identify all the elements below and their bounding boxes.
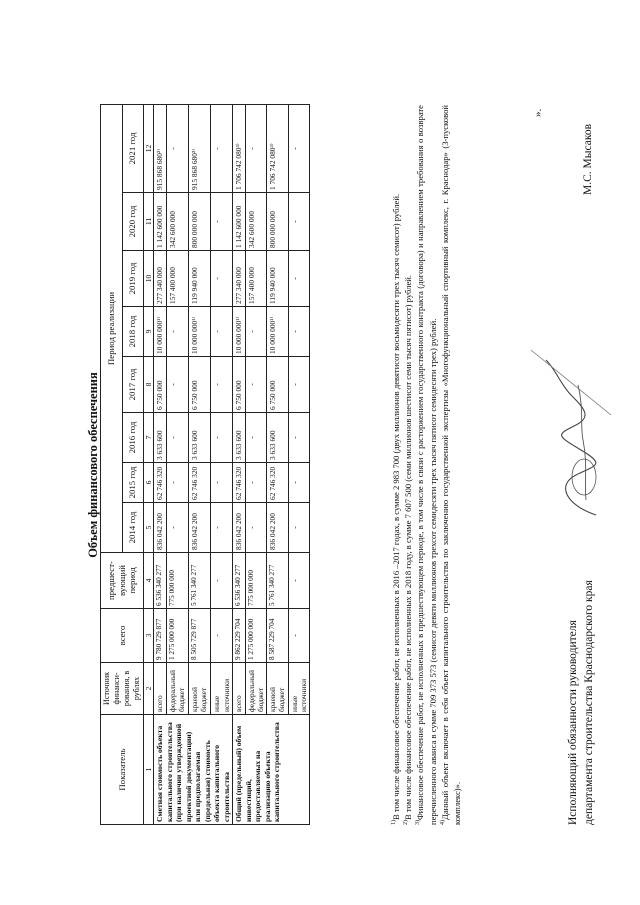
footnote-text: Данный объект включает в себя объект капитального строительства по заключению государственной экспертизы «Многофункциональный спортивный комплекс, г. Краснодар» (3-пусковой комплекс)». bbox=[439, 105, 463, 825]
year-cell: 157 400 000 bbox=[245, 251, 267, 307]
column-number: 2 bbox=[144, 663, 154, 715]
footnote-mark: 2) bbox=[403, 820, 410, 825]
column-number: 3 bbox=[144, 609, 154, 663]
year-cell: 10 000 000¹⁾ bbox=[267, 307, 289, 357]
year-cell: 3 633 600 bbox=[189, 413, 211, 463]
header-prior-period: предшест-вующий период bbox=[101, 553, 144, 609]
year-cell: - bbox=[245, 307, 267, 357]
header-period: Период реализации bbox=[101, 104, 123, 552]
source-cell: федеральный бюджет bbox=[167, 663, 189, 715]
footnote bbox=[402, 105, 414, 825]
year-cell: 836 042 200 bbox=[267, 503, 289, 553]
header-year: 2015 год bbox=[122, 463, 144, 503]
footnotes bbox=[390, 105, 463, 825]
year-cell: - bbox=[288, 251, 310, 307]
year-cell: 836 042 200 bbox=[233, 503, 245, 553]
year-cell: - bbox=[167, 357, 189, 413]
footnote-mark: 4) bbox=[439, 820, 446, 825]
footnote-mark: 3) bbox=[415, 820, 422, 825]
year-cell: 836 042 200 bbox=[189, 503, 211, 553]
year-cell: - bbox=[245, 104, 267, 192]
column-number: 7 bbox=[144, 413, 154, 463]
year-cell: 119 940 000 bbox=[267, 251, 289, 307]
year-cell: - bbox=[167, 503, 189, 553]
year-cell: - bbox=[288, 463, 310, 503]
column-number: 12 bbox=[144, 104, 154, 192]
year-cell: - bbox=[288, 413, 310, 463]
year-cell: 62 746 320 bbox=[189, 463, 211, 503]
total-cell: 8 505 729 877 bbox=[189, 609, 211, 663]
year-cell: 10 000 000¹⁾ bbox=[154, 307, 167, 357]
prior-cell: 6 536 340 277 bbox=[154, 553, 167, 609]
column-number: 9 bbox=[144, 307, 154, 357]
year-cell: - bbox=[245, 503, 267, 553]
year-cell: - bbox=[211, 357, 233, 413]
year-cell: 915 868 680²⁾ bbox=[154, 104, 167, 192]
year-cell: 800 000 000 bbox=[189, 193, 211, 251]
source-cell: иные источники bbox=[211, 663, 233, 715]
header-year: 2020 год bbox=[122, 193, 144, 251]
header-year: 2017 год bbox=[122, 357, 144, 413]
position-line: департамента строительства Краснодарского края bbox=[582, 580, 595, 825]
year-cell: 277 340 000 bbox=[233, 251, 245, 307]
year-cell: - bbox=[167, 413, 189, 463]
year-cell: - bbox=[211, 463, 233, 503]
total-cell: 9 780 729 877 bbox=[154, 609, 167, 663]
indicator-cell: Общий (предельный) объем инвестиций, предоставляемых на реализацию объекта капитального строительства bbox=[233, 715, 310, 825]
source-cell: всего bbox=[233, 663, 245, 715]
prior-cell: 5 761 340 277 bbox=[267, 553, 289, 609]
year-cell: 119 940 000 bbox=[189, 251, 211, 307]
year-cell: 3 633 600 bbox=[267, 413, 289, 463]
year-cell: - bbox=[167, 463, 189, 503]
total-cell: 1 275 000 000 bbox=[245, 609, 267, 663]
footnote bbox=[390, 105, 402, 825]
header-indicator: Показатель bbox=[101, 715, 144, 825]
header-year: 2014 год bbox=[122, 503, 144, 553]
prior-cell: - bbox=[211, 553, 233, 609]
year-cell: - bbox=[211, 307, 233, 357]
year-cell: - bbox=[288, 357, 310, 413]
year-cell: 6 750 000 bbox=[154, 357, 167, 413]
source-cell: всего bbox=[154, 663, 167, 715]
signatory-position bbox=[566, 580, 597, 825]
header-source: Источник финанси-рования, в рублях bbox=[101, 663, 144, 715]
table-row bbox=[233, 104, 245, 824]
year-cell: - bbox=[288, 193, 310, 251]
year-cell: - bbox=[245, 463, 267, 503]
column-number: 6 bbox=[144, 463, 154, 503]
prior-cell: 775 000 000 bbox=[245, 553, 267, 609]
year-cell: - bbox=[245, 413, 267, 463]
prior-cell: 6 536 340 277 bbox=[233, 553, 245, 609]
prior-cell: - bbox=[288, 553, 310, 609]
year-cell: - bbox=[211, 104, 233, 192]
total-cell: 1 275 000 000 bbox=[167, 609, 189, 663]
year-cell: 62 746 320 bbox=[154, 463, 167, 503]
year-cell: 157 400 000 bbox=[167, 251, 189, 307]
year-cell: 1 706 742 080³⁾ bbox=[267, 104, 289, 192]
year-cell: - bbox=[211, 193, 233, 251]
financing-table bbox=[100, 104, 310, 825]
total-cell: 8 587 229 704 bbox=[267, 609, 289, 663]
year-cell: 62 746 320 bbox=[233, 463, 245, 503]
column-number: 5 bbox=[144, 503, 154, 553]
header-year: 2021 год bbox=[122, 104, 144, 192]
year-cell: 836 042 200 bbox=[154, 503, 167, 553]
header-total: всего bbox=[101, 609, 144, 663]
signatory-name: М.С. Мысаков bbox=[582, 123, 594, 195]
source-cell: иные источники bbox=[288, 663, 310, 715]
prior-cell: 775 000 000 bbox=[167, 553, 189, 609]
prior-cell: 5 761 340 277 bbox=[189, 553, 211, 609]
year-cell: 1 142 600 000 bbox=[233, 193, 245, 251]
header-year: 2018 год bbox=[122, 307, 144, 357]
column-number: 11 bbox=[144, 193, 154, 251]
year-cell: 342 600 000 bbox=[245, 193, 267, 251]
header-year: 2019 год bbox=[122, 251, 144, 307]
closing-quote: ». bbox=[532, 108, 544, 117]
indicator-cell: Сметная стоимость объекта капитального строительства (при наличии утвержденной проектной документации) или предполагаемая (предельная) стоимость объекта капитального строительства bbox=[154, 715, 233, 825]
column-number: 8 bbox=[144, 357, 154, 413]
year-cell: 800 000 000 bbox=[267, 193, 289, 251]
table-row bbox=[154, 104, 167, 824]
year-cell: - bbox=[211, 251, 233, 307]
column-number: 10 bbox=[144, 251, 154, 307]
total-cell: - bbox=[288, 609, 310, 663]
year-cell: 6 750 000 bbox=[233, 357, 245, 413]
year-cell: 277 340 000 bbox=[154, 251, 167, 307]
source-cell: федеральный бюджет bbox=[245, 663, 267, 715]
year-cell: - bbox=[211, 503, 233, 553]
position-line: Исполняющий обязанности руководителя bbox=[567, 620, 579, 825]
footnote-text: В том числе финансовое обеспечение работ, не исполненных в 2018 году, в сумме 7 607 500 (семи миллионов шестисот семи тысяч пятисот) рублей. bbox=[403, 274, 414, 820]
footnote bbox=[439, 105, 463, 825]
total-cell: 9 862 229 704 bbox=[233, 609, 245, 663]
source-cell: краевой бюджет bbox=[189, 663, 211, 715]
footnote-mark: 1) bbox=[391, 820, 398, 825]
year-cell: 1 706 742 080³⁾ bbox=[233, 104, 245, 192]
source-cell: краевой бюджет bbox=[267, 663, 289, 715]
total-cell: - bbox=[211, 609, 233, 663]
header-year: 2016 год bbox=[122, 413, 144, 463]
year-cell: - bbox=[167, 104, 189, 192]
year-cell: 3 633 600 bbox=[233, 413, 245, 463]
year-cell: 915 868 680²⁾ bbox=[189, 104, 211, 192]
year-cell: 10 000 000¹⁾ bbox=[233, 307, 245, 357]
year-cell: - bbox=[167, 307, 189, 357]
year-cell: - bbox=[288, 503, 310, 553]
year-cell: 3 633 600 bbox=[154, 413, 167, 463]
year-cell: - bbox=[288, 104, 310, 192]
footnote-text: В том числе финансовое обеспечение работ, не исполненных в 2016 –2017 годах, в сумме 2 983 700 (двух миллионов девятисот восьмидесяти трех тысяч семисот) рублей. bbox=[391, 193, 401, 820]
year-cell: 10 000 000¹⁾ bbox=[189, 307, 211, 357]
table-title: Объем финансового обеспечения bbox=[86, 372, 100, 558]
column-number: 4 bbox=[144, 553, 154, 609]
year-cell: 6 750 000 bbox=[189, 357, 211, 413]
year-cell: 62 746 320 bbox=[267, 463, 289, 503]
handwritten-signature bbox=[526, 335, 626, 535]
column-number: 1 bbox=[144, 715, 154, 825]
year-cell: - bbox=[211, 413, 233, 463]
year-cell: 1 142 600 000 bbox=[154, 193, 167, 251]
year-cell: - bbox=[288, 307, 310, 357]
year-cell: 6 750 000 bbox=[267, 357, 289, 413]
year-cell: - bbox=[245, 357, 267, 413]
footnote-text: Финансовое обеспечение работ, не исполненных в предшествующем периоде, в том числе в связи с расторжением государственного контракта (договора) и направлением требования о возврате перечисленного аванса в сумме 709 373 573 (семисот девяти миллионов трехсот семидесяти трех тысяч пятисот семидесяти трех) рублей. bbox=[415, 105, 438, 825]
footnote bbox=[414, 105, 438, 825]
year-cell: 342 600 000 bbox=[167, 193, 189, 251]
